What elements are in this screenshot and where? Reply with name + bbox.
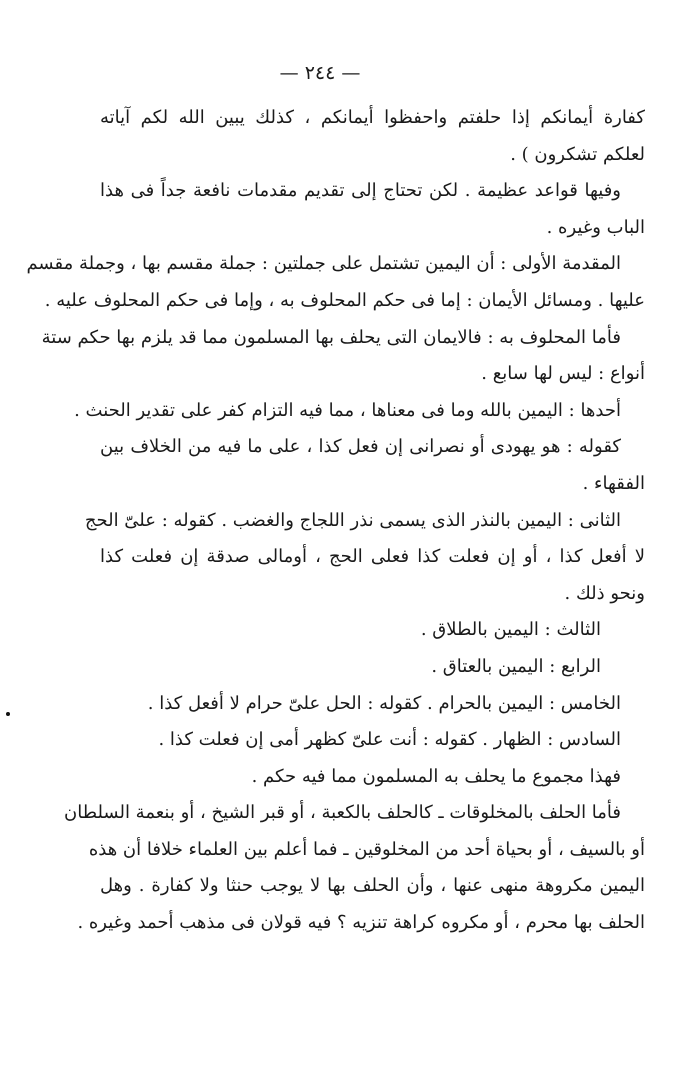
text-line: ونحو ذلك . — [564, 582, 645, 604]
text-line: المقدمة الأولى : أن اليمين تشتمل على جملتين : جملة مقسم بها ، وجملة مقسم — [26, 253, 621, 275]
text-line: الثانى : اليمين بالنذر الذى يسمى نذر اللجاج والغضب . كقوله : علىّ الحج — [84, 509, 621, 531]
text-line: كقوله : هو يهودى أو نصرانى إن فعل كذا ، على ما فيه من الخلاف بين — [100, 436, 621, 458]
text-line: السادس : الظهار . كقوله : أنت علىّ كظهر أمى إن فعلت كذا . — [158, 729, 621, 751]
text-line: الباب وغيره . — [546, 216, 645, 238]
text-line: الرابع : اليمين بالعتاق . — [431, 655, 601, 677]
text-line: الحلف بها محرم ، أو مكروه كراهة تنزيه ؟ فيه قولان فى مذهب أحمد وغيره . — [77, 912, 645, 934]
text-line: اليمين مكروهة منهى عنها ، وأن الحلف بها لا يوجب حنثا ولا كفارة . وهل — [100, 875, 645, 897]
page-number: — ٢٤٤ — — [279, 62, 361, 84]
text-line: وفيها قواعد عظيمة . لكن تحتاج إلى تقديم مقدمات نافعة جداً فى هذا — [100, 180, 621, 202]
text-line: فهذا مجموع ما يحلف به المسلمون مما فيه حكم . — [251, 765, 621, 787]
text-line: فأما المحلوف به : فالايمان التى يحلف بها المسلمون مما قد يلزم بها حكم ستة — [41, 326, 621, 348]
text-line: الخامس : اليمين بالحرام . كقوله : الحل علىّ حرام لا أفعل كذا . — [147, 692, 621, 714]
text-line: الفقهاء . — [582, 472, 645, 494]
text-line: أنواع : ليس لها سابع . — [481, 363, 645, 385]
body-text — [26, 100, 645, 942]
text-line: الثالث : اليمين بالطلاق . — [420, 619, 601, 641]
text-line: لا أفعل كذا ، أو إن فعلت كذا فعلى الحج ، أومالى صدقة إن فعلت كذا — [100, 546, 645, 568]
text-line: أحدها : اليمين بالله وما فى معناها ، مما فيه التزام كفر على تقدير الحنث . — [74, 399, 621, 421]
text-line: كفارة أيمانكم إذا حلفتم واحفظوا أيمانكم ، كذلك يبين الله لكم آياته — [100, 107, 645, 128]
scan-speck — [6, 712, 10, 716]
text-line: فأما الحلف بالمخلوقات ـ كالحلف بالكعبة ، أو قبر الشيخ ، أو بنعمة السلطان — [63, 802, 621, 824]
text-line: لعلكم تشكرون ) . — [510, 143, 645, 165]
text-line: عليها . ومسائل الأيمان : إما فى حكم المحلوف به ، وإما فى حكم المحلوف عليه . — [44, 289, 645, 311]
text-line: أو بالسيف ، أو بحياة أحد من المخلوقين ـ فما أعلم بين العلماء خلافا أن هذه — [88, 838, 645, 860]
